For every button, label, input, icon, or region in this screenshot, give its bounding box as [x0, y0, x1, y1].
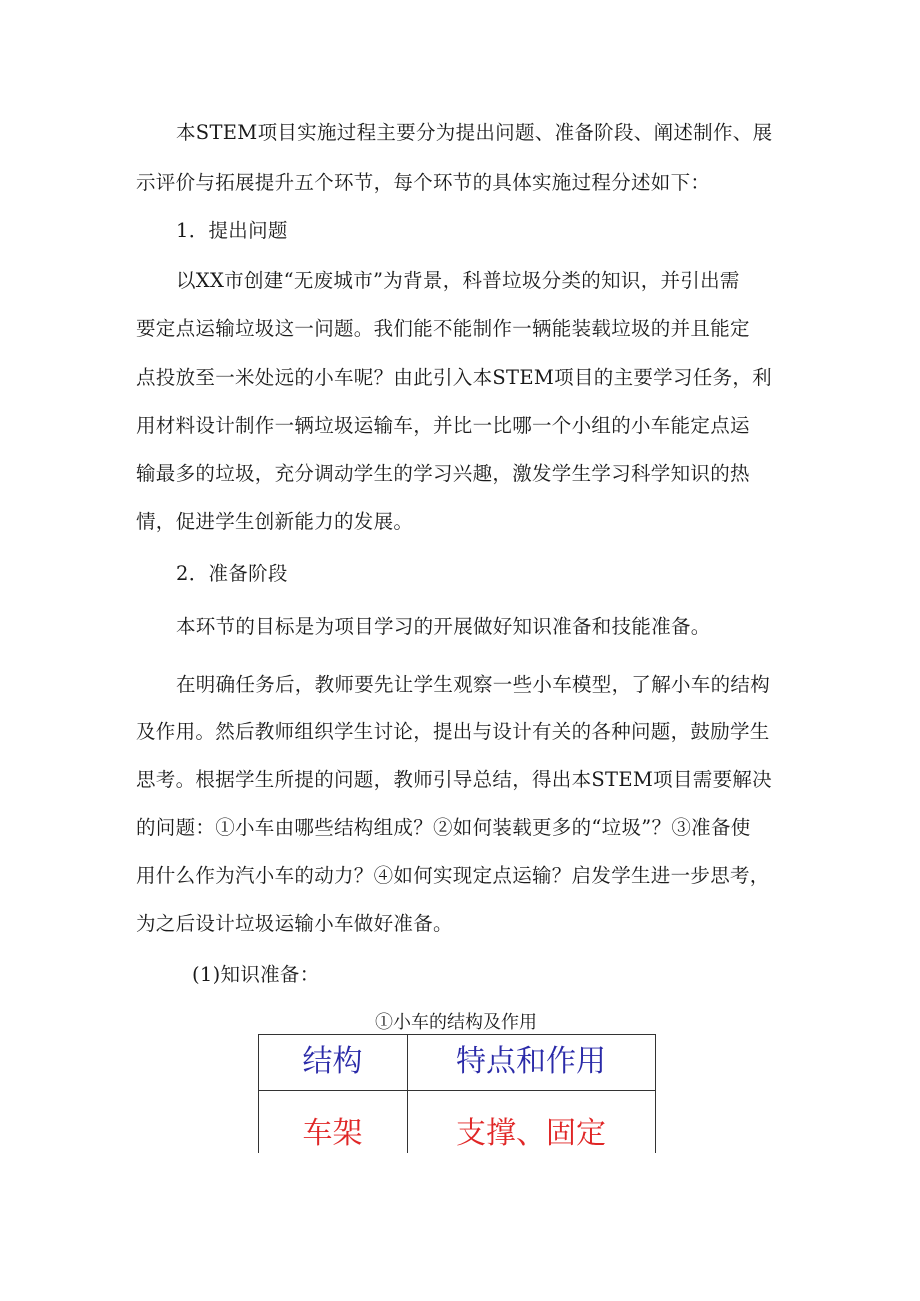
paragraph-line: 在明确任务后，教师要先让学生观察一些小车模型，了解小车的结构: [176, 673, 771, 696]
section-heading: 2．准备阶段: [176, 562, 288, 585]
table-header-cell: 结构: [302, 1044, 363, 1079]
paragraph-line: 的问题：①小车由哪些结构组成？②如何装载更多的“垃圾”？③准备使: [136, 816, 751, 839]
paragraph-line: 本环节的目标是为项目学习的开展做好知识准备和技能准备。: [176, 615, 711, 638]
structure-table: [258, 1034, 656, 1153]
paragraph-line: 及作用。然后教师组织学生讨论，提出与设计有关的各种问题，鼓励学生: [136, 720, 770, 743]
table-cell: 支撑、固定: [456, 1116, 606, 1151]
section-heading: 1．提出问题: [176, 219, 288, 242]
paragraph-line: 要定点运输垃圾这一问题。我们能不能制作一辆能装载垃圾的并且能定: [136, 317, 750, 340]
paragraph-line: 思考。根据学生所提的问题，教师引导总结，得出本STEM项目需要解决: [136, 768, 772, 791]
table-header-cell: 特点和作用: [456, 1044, 606, 1079]
paragraph-line: 用材料设计制作一辆垃圾运输车，并比一比哪一个小组的小车能定点运: [136, 414, 750, 437]
table-row-divider: [258, 1090, 656, 1091]
paragraph-line: 点投放至一米处远的小车呢？由此引入本STEM项目的主要学习任务，利: [136, 366, 772, 389]
paragraph-line: 示评价与拓展提升五个环节，每个环节的具体实施过程分述如下：: [136, 171, 711, 194]
subsection-heading: (1)知识准备：: [192, 963, 320, 986]
table-cell: 车架: [302, 1116, 363, 1151]
table-border-top: [258, 1034, 656, 1035]
paragraph-line: 用什么作为汽小车的动力？④如何实现定点运输？启发学生进一步思考，: [136, 864, 770, 887]
paragraph-line: 输最多的垃圾，充分调动学生的学习兴趣，激发学生学习科学知识的热: [136, 462, 750, 485]
paragraph-line: 以XX市创建“无废城市”为背景，科普垃圾分类的知识，并引出需: [176, 269, 740, 292]
paragraph-line: 情，促进学生创新能力的发展。: [136, 510, 414, 533]
paragraph-line: 本STEM项目实施过程主要分为提出问题、准备阶段、阐述制作、展: [176, 121, 773, 144]
table-caption: ①小车的结构及作用: [375, 1012, 537, 1033]
table-border-right: [655, 1034, 656, 1153]
paragraph-line: 为之后设计垃圾运输小车做好准备。: [136, 912, 453, 935]
